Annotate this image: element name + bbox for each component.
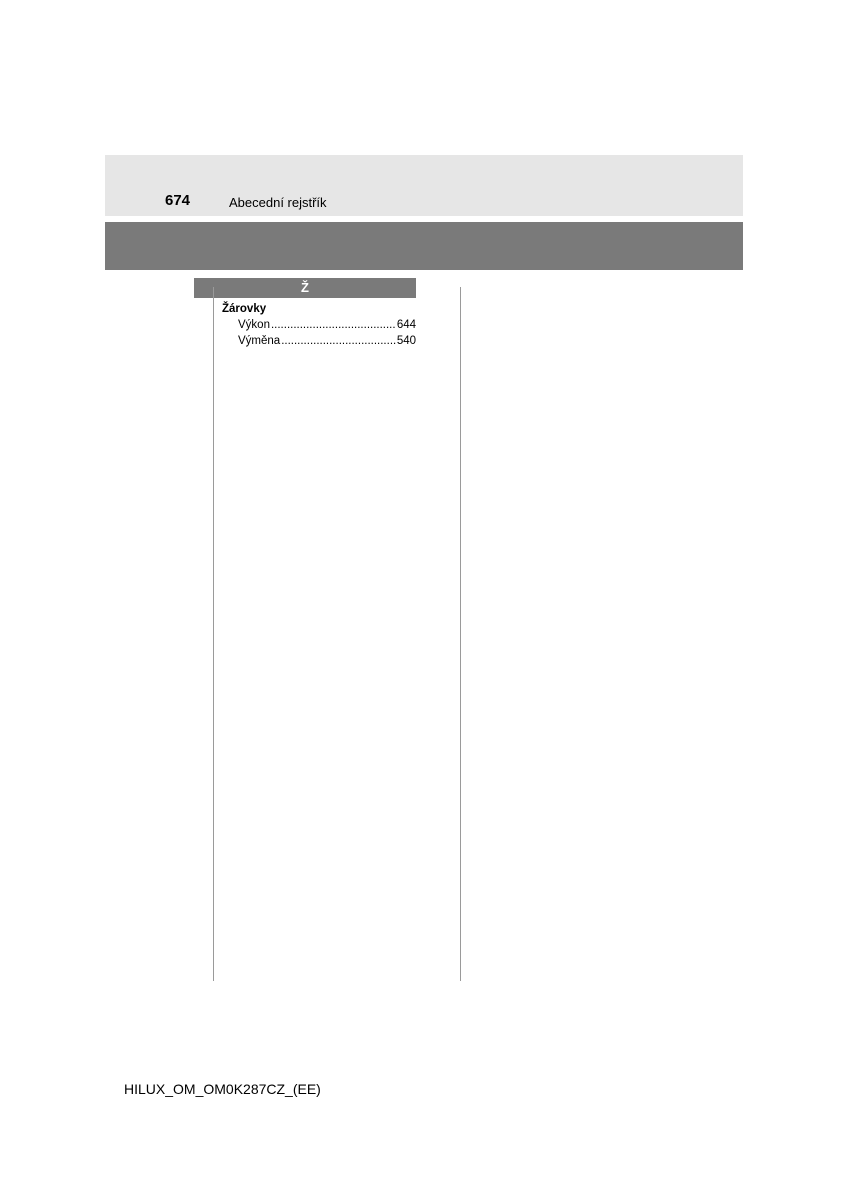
index-subentry-page[interactable]: 540: [396, 335, 416, 347]
index-entry-heading: Žárovky: [222, 303, 267, 315]
index-subentry[interactable]: [222, 317, 416, 333]
page-number: 674: [165, 192, 191, 209]
dot-leader: [271, 317, 396, 333]
document-code: HILUX_OM_OM0K287CZ_(EE): [124, 1081, 321, 1097]
header-band: [105, 155, 743, 216]
column-divider-right: [460, 287, 461, 981]
index-subentry[interactable]: [222, 333, 416, 349]
section-title: Abecední rejstřík: [229, 195, 327, 210]
index-letter-heading: Ž: [194, 278, 416, 298]
index-subentry-label: Výměna: [238, 335, 281, 347]
header-dark-band: [105, 222, 743, 270]
index-column: [222, 301, 416, 349]
column-divider-left: [213, 287, 214, 981]
index-subentry-label: Výkon: [238, 319, 270, 331]
dot-leader: [281, 333, 396, 349]
index-subentry-page[interactable]: 644: [396, 319, 416, 331]
